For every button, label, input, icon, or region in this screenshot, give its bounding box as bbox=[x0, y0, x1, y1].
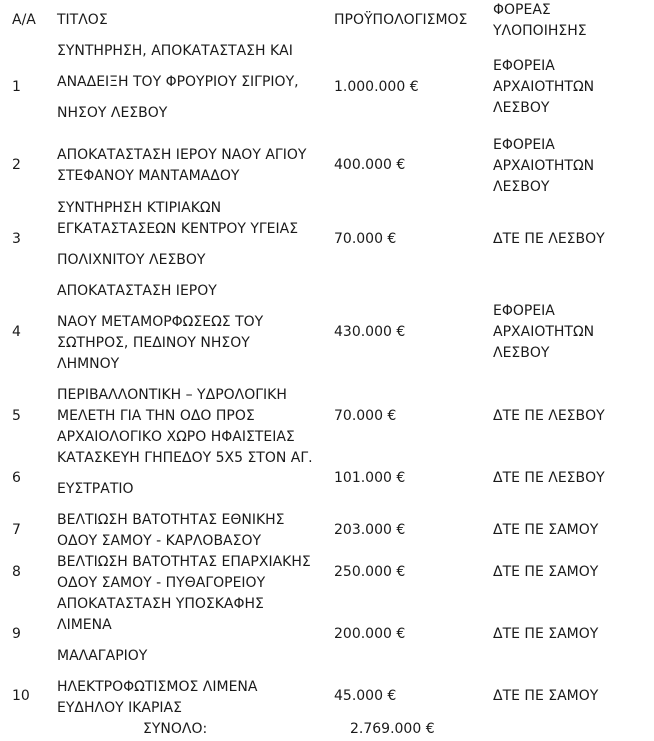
row-title-line: ΣΤΕΦΑΝΟΥ ΜΑΝΤΑΜΑΔΟΥ bbox=[57, 168, 240, 184]
row-title-line: ΛΗΜΝΟΥ bbox=[57, 356, 120, 372]
header-budget: ΠΡΟΫΠΟΛΟΓΙΣΜΟΣ bbox=[334, 12, 468, 28]
row-agency-line: ΛΕΣΒΟΥ bbox=[493, 345, 550, 361]
row-num: 4 bbox=[12, 324, 21, 340]
row-title-line: ΣΥΝΤΗΡΗΣΗ, ΑΠΟΚΑΤΑΣΤΑΣΗ ΚΑΙ bbox=[57, 43, 293, 59]
row-budget: 70.000 € bbox=[334, 408, 397, 424]
total-label: ΣΥΝΟΛΟ: bbox=[143, 721, 208, 737]
row-title-line: ΑΠΟΚΑΤΑΣΤΑΣΗ ΙΕΡΟΥ ΝΑΟΥ ΑΓΙΟΥ bbox=[57, 147, 307, 163]
row-agency-line: ΕΦΟΡΕΙΑ bbox=[493, 303, 555, 319]
total-value: 2.769.000 € bbox=[350, 721, 435, 737]
row-title-line: ΕΥΔΗΛΟΥ ΙΚΑΡΙΑΣ bbox=[57, 700, 182, 716]
header-num: Α/Α bbox=[12, 12, 36, 28]
row-title-line: ΗΛΕΚΤΡΟΦΩΤΙΣΜΟΣ ΛΙΜΕΝΑ bbox=[57, 679, 258, 695]
row-title-line: ΕΓΚΑΤΑΣΤΑΣΕΩΝ ΚΕΝΤΡΟΥ ΥΓΕΙΑΣ bbox=[57, 221, 299, 237]
row-num: 6 bbox=[12, 470, 21, 486]
row-num: 5 bbox=[12, 408, 21, 424]
header-agency-line: ΦΟΡΕΑΣ bbox=[493, 2, 551, 18]
row-title-line: ΚΑΤΑΣΚΕΥΗ ΓΗΠΕΔΟΥ 5Χ5 ΣΤΟΝ ΑΓ. bbox=[57, 450, 313, 466]
row-num: 3 bbox=[12, 231, 21, 247]
row-budget: 1.000.000 € bbox=[334, 79, 419, 95]
row-agency-line: ΕΦΟΡΕΙΑ bbox=[493, 58, 555, 74]
row-num: 8 bbox=[12, 564, 21, 580]
row-num: 7 bbox=[12, 522, 21, 538]
row-title-line: ΑΝΑΔΕΙΞΗ ΤΟΥ ΦΡΟΥΡΙΟΥ ΣΙΓΡΙΟΥ, bbox=[57, 74, 299, 90]
row-title-line: ΣΥΝΤΗΡΗΣΗ ΚΤΙΡΙΑΚΩΝ bbox=[57, 200, 222, 216]
row-agency-line: ΔΤΕ ΠΕ ΛΕΣΒΟΥ bbox=[493, 408, 605, 424]
row-budget: 203.000 € bbox=[334, 522, 406, 538]
row-num: 10 bbox=[12, 688, 30, 704]
row-title-line: ΒΕΛΤΙΩΣΗ ΒΑΤΟΤΗΤΑΣ ΕΠΑΡΧΙΑΚΗΣ bbox=[57, 554, 311, 570]
row-title-line: ΠΟΛΙΧΝΙΤΟΥ ΛΕΣΒΟΥ bbox=[57, 252, 206, 268]
row-budget: 45.000 € bbox=[334, 688, 397, 704]
row-title-line: ΟΔΟΥ ΣΑΜΟΥ - ΚΑΡΛΟΒΑΣΟΥ bbox=[57, 533, 262, 549]
row-title-line: ΒΕΛΤΙΩΣΗ ΒΑΤΟΤΗΤΑΣ ΕΘΝΙΚΗΣ bbox=[57, 512, 285, 528]
row-num: 2 bbox=[12, 157, 21, 173]
row-budget: 70.000 € bbox=[334, 231, 397, 247]
row-title-line: ΕΥΣΤΡΑΤΙΟ bbox=[57, 481, 134, 497]
row-agency-line: ΔΤΕ ΠΕ ΣΑΜΟΥ bbox=[493, 626, 599, 642]
row-title-line: ΜΕΛΕΤΗ ΓΙΑ ΤΗΝ ΟΔΟ ΠΡΟΣ bbox=[57, 408, 255, 424]
row-agency-line: ΑΡΧΑΙΟΤΗΤΩΝ bbox=[493, 79, 595, 95]
header-title: ΤΙΤΛΟΣ bbox=[57, 12, 108, 28]
row-agency-line: ΔΤΕ ΠΕ ΣΑΜΟΥ bbox=[493, 522, 599, 538]
row-title-line: ΛΙΜΕΝΑ bbox=[57, 617, 112, 633]
row-title-line: ΑΠΟΚΑΤΑΣΤΑΣΗ ΥΠΟΣΚΑΦΗΣ bbox=[57, 596, 264, 612]
row-num: 9 bbox=[12, 626, 21, 642]
row-agency-line: ΔΤΕ ΠΕ ΛΕΣΒΟΥ bbox=[493, 470, 605, 486]
row-agency-line: ΑΡΧΑΙΟΤΗΤΩΝ bbox=[493, 158, 595, 174]
row-title-line: ΣΩΤΗΡΟΣ, ΠΕΔΙΝΟΥ ΝΗΣΟΥ bbox=[57, 335, 250, 351]
row-agency-line: ΛΕΣΒΟΥ bbox=[493, 100, 550, 116]
row-title-line: ΝΑΟΥ ΜΕΤΑΜΟΡΦΩΣΕΩΣ ΤΟΥ bbox=[57, 314, 264, 330]
row-title-line: ΑΡΧΑΙΟΛΟΓΙΚΟ ΧΩΡΟ ΗΦΑΙΣΤΕΙΑΣ bbox=[57, 429, 295, 445]
row-title-line: ΑΠΟΚΑΤΑΣΤΑΣΗ ΙΕΡΟΥ bbox=[57, 283, 217, 299]
row-agency-line: ΕΦΟΡΕΙΑ bbox=[493, 137, 555, 153]
row-agency-line: ΔΤΕ ΠΕ ΣΑΜΟΥ bbox=[493, 688, 599, 704]
header-agency-line: ΥΛΟΠΟΙΗΣΗΣ bbox=[493, 23, 587, 39]
row-agency-line: ΑΡΧΑΙΟΤΗΤΩΝ bbox=[493, 324, 595, 340]
row-title-line: ΟΔΟΥ ΣΑΜΟΥ - ΠΥΘΑΓΟΡΕΙΟΥ bbox=[57, 575, 266, 591]
row-budget: 250.000 € bbox=[334, 564, 406, 580]
row-agency-line: ΔΤΕ ΠΕ ΛΕΣΒΟΥ bbox=[493, 231, 605, 247]
row-num: 1 bbox=[12, 79, 21, 95]
row-budget: 101.000 € bbox=[334, 470, 406, 486]
row-budget: 430.000 € bbox=[334, 324, 406, 340]
row-title-line: ΝΗΣΟΥ ΛΕΣΒΟΥ bbox=[57, 105, 168, 121]
row-agency-line: ΔΤΕ ΠΕ ΣΑΜΟΥ bbox=[493, 564, 599, 580]
row-budget: 200.000 € bbox=[334, 626, 406, 642]
row-title-line: ΠΕΡΙΒΑΛΛΟΝΤΙΚΗ – ΥΔΡΟΛΟΓΙΚΗ bbox=[57, 387, 287, 403]
row-agency-line: ΛΕΣΒΟΥ bbox=[493, 179, 550, 195]
row-title-line: ΜΑΛΑΓΑΡΙΟΥ bbox=[57, 648, 148, 664]
row-budget: 400.000 € bbox=[334, 157, 406, 173]
